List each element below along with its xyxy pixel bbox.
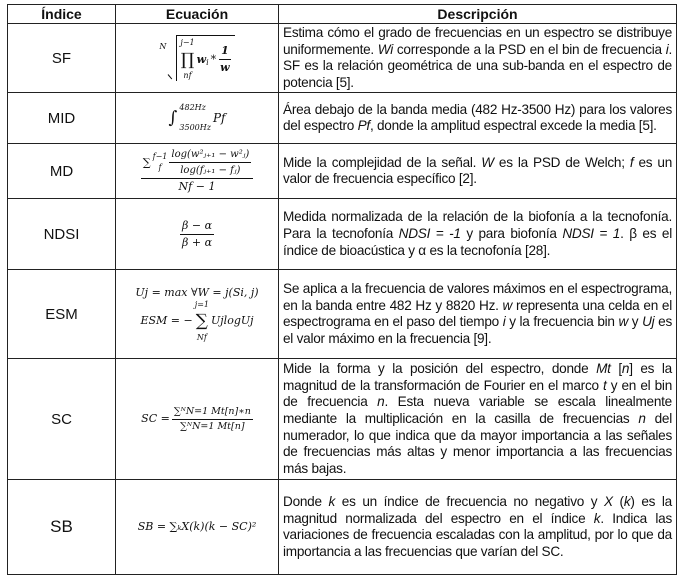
header-equation: Ecuación <box>116 5 279 24</box>
description-segment: [ <box>610 361 622 377</box>
description-segment: NDSI = 1 <box>562 226 621 242</box>
description-segment: corresponde a la PSD en el bin de frecuencia <box>393 41 666 57</box>
description-segment: Uj <box>642 314 655 330</box>
description-segment: n <box>638 411 646 427</box>
radical-sign: j−1 ∏ nf w i * $\frac{1}{w}$ <box>168 35 234 81</box>
description-cell <box>279 199 677 270</box>
equation-cell <box>116 93 279 144</box>
description-segment: , donde la amplitud espectral excede la media [5]. <box>369 118 657 134</box>
description-segment: w <box>502 297 513 313</box>
table-row-esm <box>8 270 677 359</box>
description-cell <box>279 359 677 480</box>
description-segment: del numerador, lo que indica que da mayor importancia a las señales de frecuencias más altas y menor importancia a las frecuencias más bajas. <box>283 411 672 476</box>
description-segment: y la frecuencia bin <box>505 314 619 330</box>
index-cell: SF <box>8 24 116 93</box>
description-segment: i <box>502 314 506 330</box>
equation-cell <box>116 144 279 199</box>
indices-table <box>7 4 677 575</box>
description-segment: y en el bin de frecuencia <box>283 377 672 410</box>
description-segment: . Indica las variaciones de frecuencia escaladas con la amplitud, por lo que da importancia a las frecuencias que varían del SC. <box>283 510 672 559</box>
table-row-sb <box>8 480 677 575</box>
table-row-sf <box>8 24 677 93</box>
description-cell <box>279 144 677 199</box>
description-segment: Mide la forma y la posición del espectro, donde <box>283 361 597 377</box>
description-segment: Medida normalizada de la relación de la biofonía a la tecnofonía. Para la tecnofonía <box>283 209 672 242</box>
table-row-sc <box>8 359 677 480</box>
equation-ndsi: $\frac{\beta - \alpha}{\beta + \alpha}$ <box>182 218 212 249</box>
root-index: N <box>159 41 167 51</box>
description-segment: y para biofonía <box>460 226 563 242</box>
index-cell: SB <box>8 480 116 575</box>
equation-cell <box>116 359 279 480</box>
equation-sf <box>159 35 234 81</box>
equation-sb: SB = ∑ₖX(k)(k − SC)² <box>137 520 257 534</box>
description-segment: Mide la complejidad de la señal. <box>283 154 482 170</box>
index-cell: SC <box>8 359 116 480</box>
equation-esm: Uj = max ∀W = j(Si, j) ESM = − j=1 ∑ Nf UjlogUj <box>135 285 259 342</box>
description-segment: n <box>377 394 385 410</box>
description-segment: es un valor de frecuencia específico [2]. <box>283 154 672 187</box>
equation-mid: ∫ 482Hz 3500Hz Pf <box>168 102 226 133</box>
equation-cell <box>116 480 279 575</box>
description-segment: . Esta nueva variable se escala linealmente mediante la multiplicación en la casilla de frecuencias <box>283 394 672 427</box>
description-segment: f <box>629 154 634 170</box>
equation-sc: SC = $\frac{\text{∑ᴺN=1 Mt[n]∗n}}{\text{∑ᴺN=1 Mt[n]}}$ <box>141 405 251 432</box>
description-segment: Mt <box>596 361 611 377</box>
equation-cell <box>116 24 279 93</box>
table-row-md <box>8 144 677 199</box>
description-segment: y <box>628 314 643 330</box>
description-segment: ( <box>612 494 624 510</box>
description-segment: ) es la magnitud normalizada del espectro en el índice <box>283 494 672 526</box>
index-cell: ESM <box>8 270 116 359</box>
description-segment: Área debajo de la banda media (482 Hz-3500 Hz) para los valores del espectro <box>283 101 672 134</box>
header-description: Descripción <box>279 5 677 24</box>
equation-cell <box>116 270 279 359</box>
description-segment: Wi <box>377 41 394 57</box>
description-segment: NDSI = -1 <box>398 226 461 242</box>
description-segment: w <box>618 314 629 330</box>
description-segment: es la PSD de Welch; <box>493 154 630 170</box>
description-segment: Estima cómo el grado de frecuencias en un espectro se distribuye uniformemente. <box>283 25 672 57</box>
description-segment: k <box>328 494 336 510</box>
header-index: Índice <box>8 5 116 24</box>
description-segment: X <box>604 494 613 510</box>
description-segment: . SF es la relación geométrica de una sub-banda en el espectro de potencia [5]. <box>283 41 672 90</box>
description-segment: W <box>481 154 494 170</box>
description-segment: k <box>593 510 601 526</box>
description-segment: Donde <box>283 494 329 510</box>
index-cell: MD <box>8 144 116 199</box>
table-row-ndsi <box>8 199 677 270</box>
description-segment: ] es la magnitud de la transformación de Fourier en el marco <box>283 361 672 393</box>
description-segment: representa una celda en el espectrograma en el paso del tiempo <box>283 297 672 330</box>
header-row <box>8 5 677 24</box>
description-segment: es un índice de frecuencia no negativo y <box>335 494 605 510</box>
description-cell <box>279 24 677 93</box>
table-row-mid <box>8 93 677 144</box>
description-segment: i <box>665 41 669 57</box>
description-segment: Se aplica a la frecuencia de valores máximos en el espectrograma, en la banda entre 482 Hz y 8820 Hz. <box>283 281 672 313</box>
description-cell <box>279 270 677 359</box>
description-segment: es el valor máximo en la frecuencia [9]. <box>283 314 673 346</box>
description-cell <box>279 93 677 144</box>
description-segment: k <box>623 494 631 510</box>
description-cell <box>279 480 677 575</box>
equation-cell <box>116 199 279 270</box>
description-segment: n <box>621 361 630 377</box>
description-segment: Pf <box>357 118 370 134</box>
equation-md: ∑ f−1 f $\frac{\text{log(w²ⱼ₊₁ − w²ⱼ)}}{\text{log(fⱼ₊₁ − fⱼ)}}$ Nf − 1 <box>141 148 254 194</box>
description-segment: t <box>603 377 607 393</box>
index-cell: MID <box>8 93 116 144</box>
description-segment: . β es el índice de bioacústica y α es la tecnofonía [28]. <box>283 226 672 258</box>
index-cell: NDSI <box>8 199 116 270</box>
